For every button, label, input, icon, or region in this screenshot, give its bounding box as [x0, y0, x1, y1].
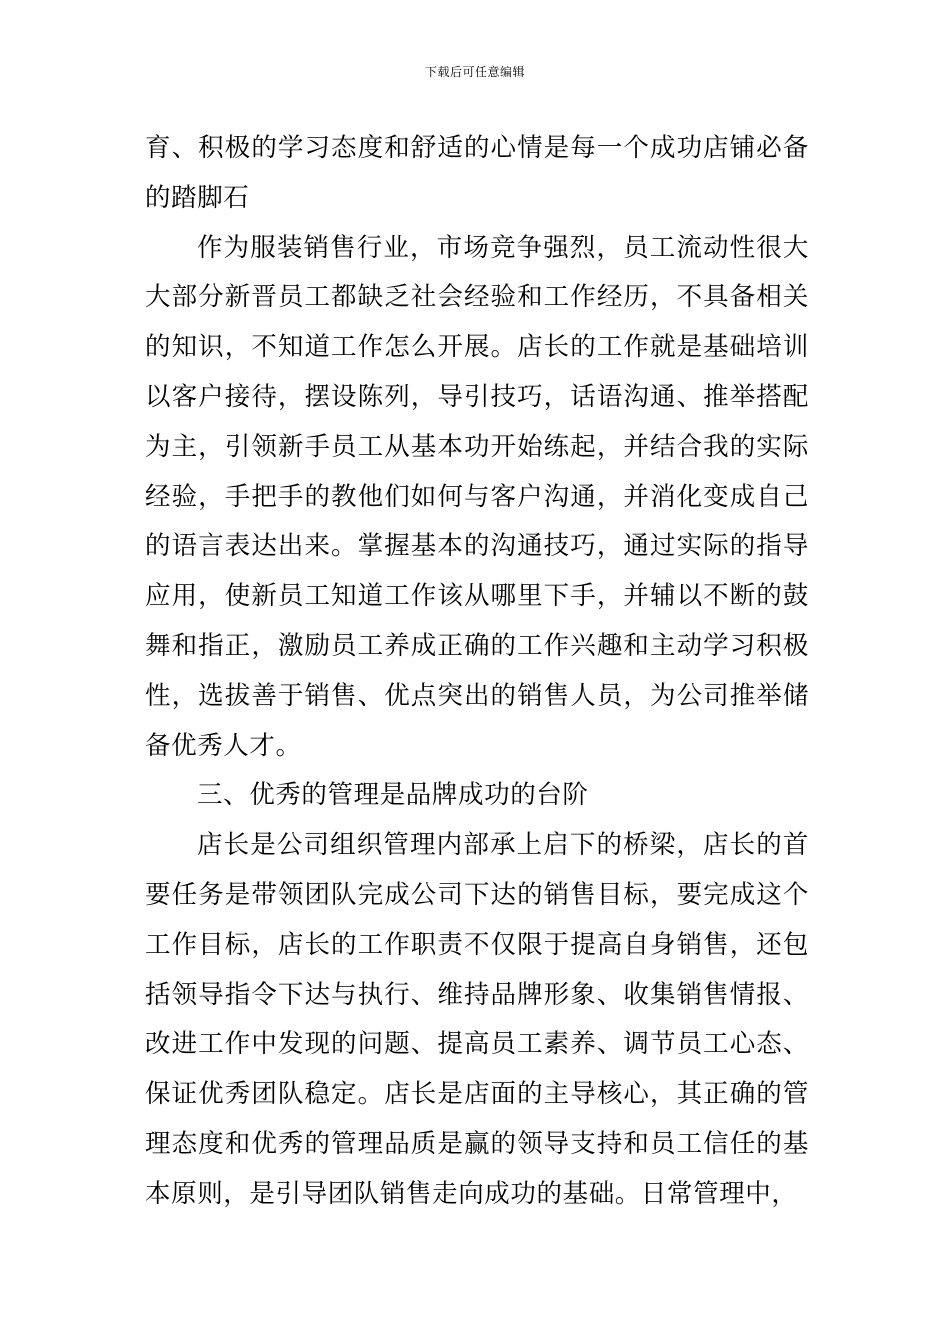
- section-heading: 三、优秀的管理是品牌成功的台阶: [197, 780, 589, 811]
- paragraph-3: 店长是公司组织管理内部承上启下的桥梁，店长的首要任务是带领团队完成公司下达的销售目标，要完成这个工作目标，店长的工作职责不仅限于提高自身销售，还包括领导指令下达与执行、维持品牌形象、收集销售情报、改进工作中发现的问题、提高员工素养、调节员工心态、保证优秀团队稳定。店长是店面的主导核心，其正确的管理态度和优秀的管理品质是赢的领导支持和员工信任的基本原则，是引导团队销售走向成功的基础。日常管理中，: [145, 830, 809, 1209]
- document-body: [145, 124, 809, 1220]
- paragraph-1: 育、积极的学习态度和舒适的心情是每一个成功店铺必备的踏脚石: [145, 133, 809, 213]
- page-header: 下载后可任意编辑: [424, 65, 525, 79]
- paragraph-2: 作为服装销售行业，市场竞争强烈，员工流动性很大大部分新晋员工都缺乏社会经验和工作经历，不具备相关的知识，不知道工作怎么开展。店长的工作就是基础培训以客户接待，摆设陈列，导引技巧，话语沟通、推举搭配为主，引领新手员工从基本功开始练起，并结合我的实际经验，手把手的教他们如何与客户沟通，并消化变成自己的语言表达出来。掌握基本的沟通技巧，通过实际的指导应用，使新员工知道工作该从哪里下手，并辅以不断的鼓舞和指正，激励员工养成正确的工作兴趣和主动学习积极性，选拔善于销售、优点突出的销售人员，为公司推举储备优秀人才。: [145, 232, 809, 761]
